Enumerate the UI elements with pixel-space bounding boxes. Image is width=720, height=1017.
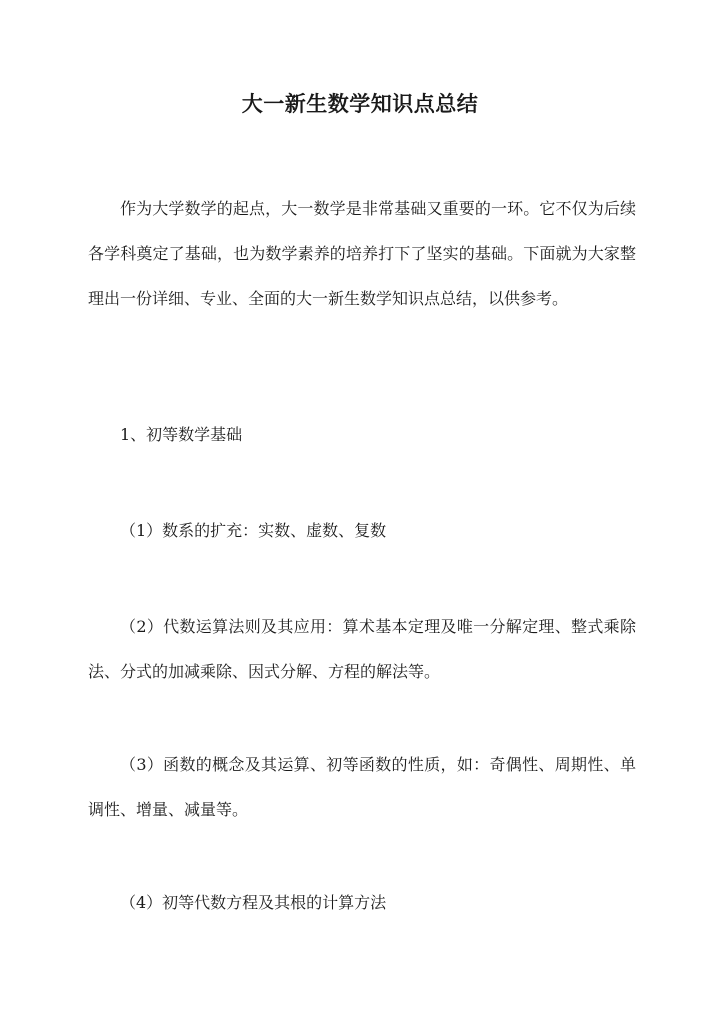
list-item-3: （3）函数的概念及其运算、初等函数的性质，如：奇偶性、周期性、单调性、增量、减量等。: [88, 755, 636, 819]
intro-paragraph: 作为大学数学的起点，大一数学是非常基础又重要的一环。它不仅为后续各学科奠定了基础，也为数学素养的培养打下了坚实的基础。下面就为大家整理出一份详细、专业、全面的大一新生数学知识点总结，以供参考。: [88, 199, 636, 308]
list-item-1: （1）数系的扩充：实数、虚数、复数: [120, 521, 387, 540]
page-title: 大一新生数学知识点总结: [241, 91, 479, 116]
list-item-4: （4）初等代数方程及其根的计算方法: [120, 893, 387, 912]
list-item-2: （2）代数运算法则及其应用：算术基本定理及唯一分解定理、整式乘除法、分式的加减乘除、因式分解、方程的解法等。: [88, 617, 636, 681]
section-heading-1: 1、初等数学基础: [120, 425, 243, 444]
